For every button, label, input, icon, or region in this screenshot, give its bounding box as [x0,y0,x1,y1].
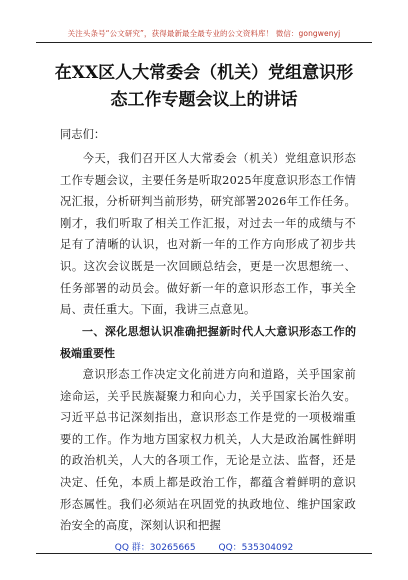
header-note: 关注头条号“公文研究”，获得最新最全最专业的公文资料库！ 微信：gongwenyj [67,29,341,38]
section-heading: 一、深化思想认识准确把握新时代人大意识形态工作的极端重要性 [60,325,356,360]
footer-contact [0,540,408,553]
page-title: 在XX区人大常委会（机关）党组意识形态工作专题会议上的讲话 [54,63,354,110]
body-paragraph: 意识形态工作决定文化前进方向和道路，关乎国家前途命运，关乎民族凝聚力和向心力，关乎国家长治久安。习近平总书记深刻指出，意识形态工作是党的一项极端重要的工作。作为地方国家权力机关，人大是政治属性鲜明的政治机关，人大的各项工作，无论是立法、监督，还是决定、任免，本质上都是政治工作，都蕴含着鲜明的意识形态属性。我们必须站在巩固党的执政地位、维护国家政治安全的高度，深刻认识和把握 [60,368,356,533]
footer-qq-group: QQ 群：30265665 [114,543,196,553]
body-paragraph: 今天，我们召开区人大常委会（机关）党组意识形态工作专题会议，主要任务是听取2025年度意识形态工作情况汇报，分析研判当前形势，研究部署2026年工作任务。刚才，我们听取了相关工作汇报，对过去一年的成绩与不足有了清晰的认识，也对新一年的工作方向形成了初步共识。这次会议既是一次回顾总结会，更是一次思想统一、任务部署的动员会。做好新一年的意识形态工作，事关全局、责任重大。下面，我讲三点意见。 [60,152,356,317]
header-divider [36,42,372,43]
footer-qq: QQ：535304092 [218,543,294,553]
salutation: 同志们： [60,128,106,141]
footer-divider [36,553,372,554]
